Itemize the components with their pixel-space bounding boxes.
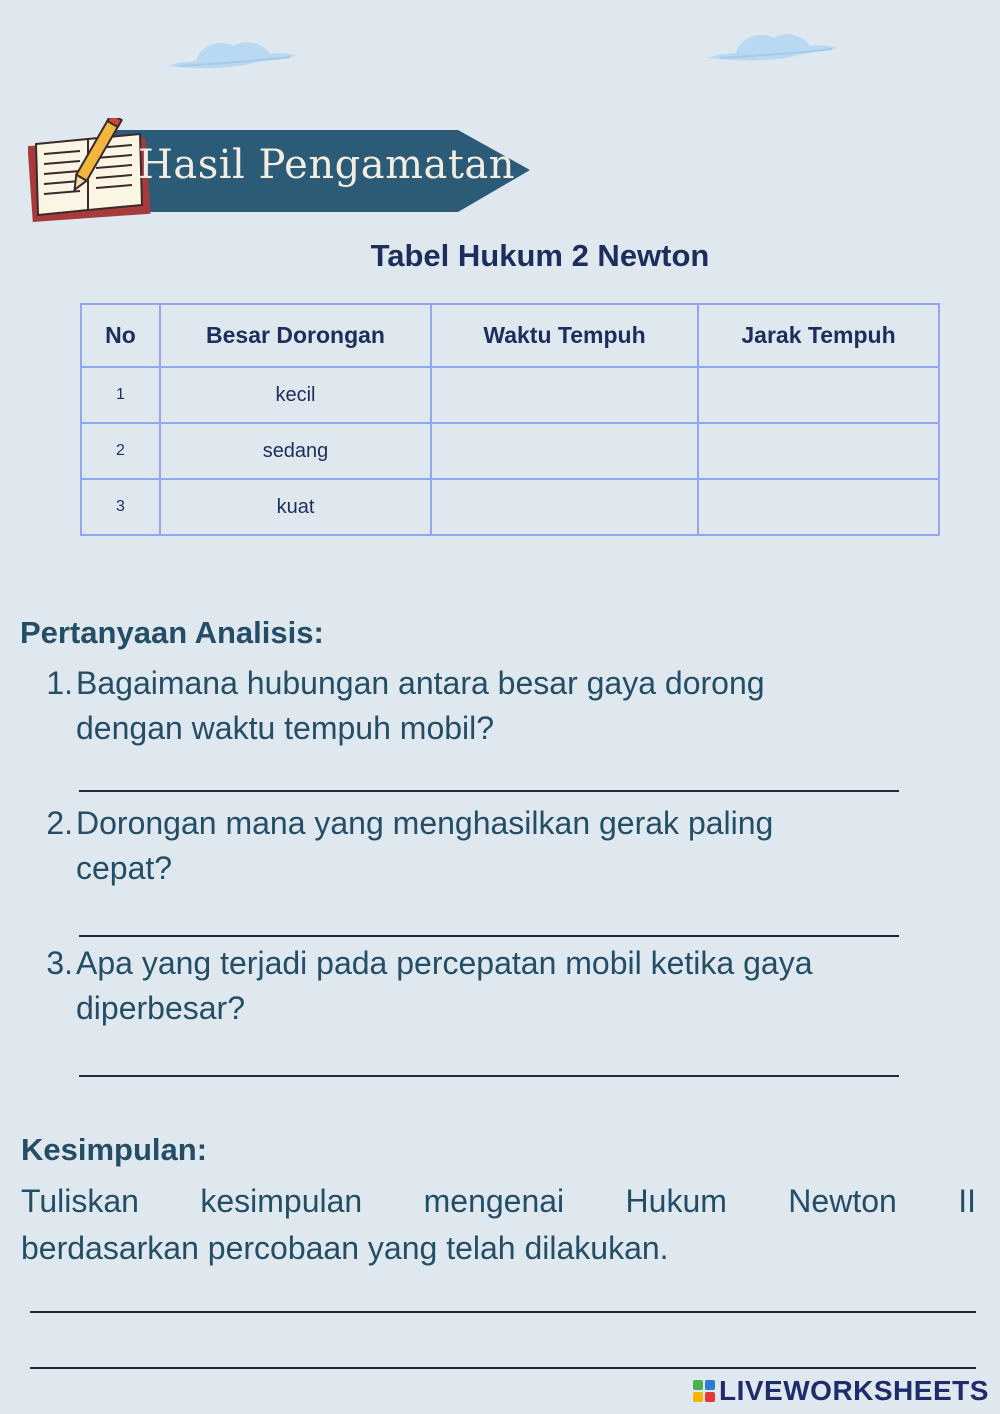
cell-waktu-tempuh[interactable] (431, 423, 698, 479)
question-1 (0, 661, 1000, 751)
question-number: 1. (46, 665, 73, 701)
cell-jarak-tempuh[interactable] (698, 367, 939, 423)
cell-jarak-tempuh[interactable] (698, 479, 939, 535)
question-text-line-2: cepat? (76, 850, 173, 886)
conclusion-word: Tuliskan (21, 1183, 139, 1219)
cloud-left-icon (160, 32, 300, 74)
conclusion-answer-line-2[interactable] (30, 1367, 976, 1369)
question-text-line-1: Apa yang terjadi pada percepatan mobil ketika gaya (76, 945, 813, 981)
conclusion-word: Newton (788, 1183, 897, 1219)
table-row (81, 367, 939, 423)
cell-besar-dorongan: sedang (160, 423, 431, 479)
logo-text: LIVEWORKSHEETS (719, 1375, 989, 1406)
conclusion-text (21, 1178, 976, 1272)
question-text-line-1: Dorongan mana yang menghasilkan gerak paling (76, 805, 774, 841)
table-header-row (81, 304, 939, 367)
conclusion-line-1 (21, 1178, 976, 1225)
observation-table (80, 303, 940, 536)
cloud-right-icon (702, 24, 842, 66)
cell-no: 3 (81, 479, 160, 535)
answer-line-3[interactable] (79, 1075, 899, 1077)
liveworksheets-logo (693, 1376, 989, 1406)
cell-jarak-tempuh[interactable] (698, 423, 939, 479)
conclusion-answer-line-1[interactable] (30, 1311, 976, 1313)
cell-besar-dorongan: kecil (160, 367, 431, 423)
banner-title: Hasil Pengamatan (138, 142, 516, 188)
conclusion-word: II (958, 1183, 976, 1219)
cell-waktu-tempuh[interactable] (431, 479, 698, 535)
question-text-line-2: diperbesar? (76, 990, 245, 1026)
logo-grid-icon (693, 1380, 715, 1402)
answer-line-1[interactable] (79, 790, 899, 792)
column-header-waktu-tempuh: Waktu Tempuh (431, 304, 698, 367)
cell-no: 2 (81, 423, 160, 479)
conclusion-word: Hukum (625, 1183, 727, 1219)
table-title: Tabel Hukum 2 Newton (370, 238, 710, 273)
cell-no: 1 (81, 367, 160, 423)
answer-line-2[interactable] (79, 935, 899, 937)
conclusion-word: kesimpulan (200, 1183, 363, 1219)
cell-besar-dorongan: kuat (160, 479, 431, 535)
question-3 (0, 941, 1000, 1031)
column-header-no: No (81, 304, 160, 367)
analysis-title: Pertanyaan Analisis: (20, 615, 324, 650)
table-row (81, 479, 939, 535)
question-text-line-1: Bagaimana hubungan antara besar gaya dorong (76, 665, 765, 701)
conclusion-line-2: berdasarkan percobaan yang telah dilakukan. (21, 1230, 669, 1266)
conclusion-word: mengenai (423, 1183, 565, 1219)
cell-waktu-tempuh[interactable] (431, 367, 698, 423)
question-2 (0, 801, 1000, 891)
question-number: 2. (46, 805, 73, 841)
question-text-line-2: dengan waktu tempuh mobil? (76, 710, 495, 746)
column-header-besar-dorongan: Besar Dorongan (160, 304, 431, 367)
conclusion-title: Kesimpulan: (21, 1132, 208, 1167)
column-header-jarak-tempuh: Jarak Tempuh (698, 304, 939, 367)
table-row (81, 423, 939, 479)
question-number: 3. (46, 945, 73, 981)
